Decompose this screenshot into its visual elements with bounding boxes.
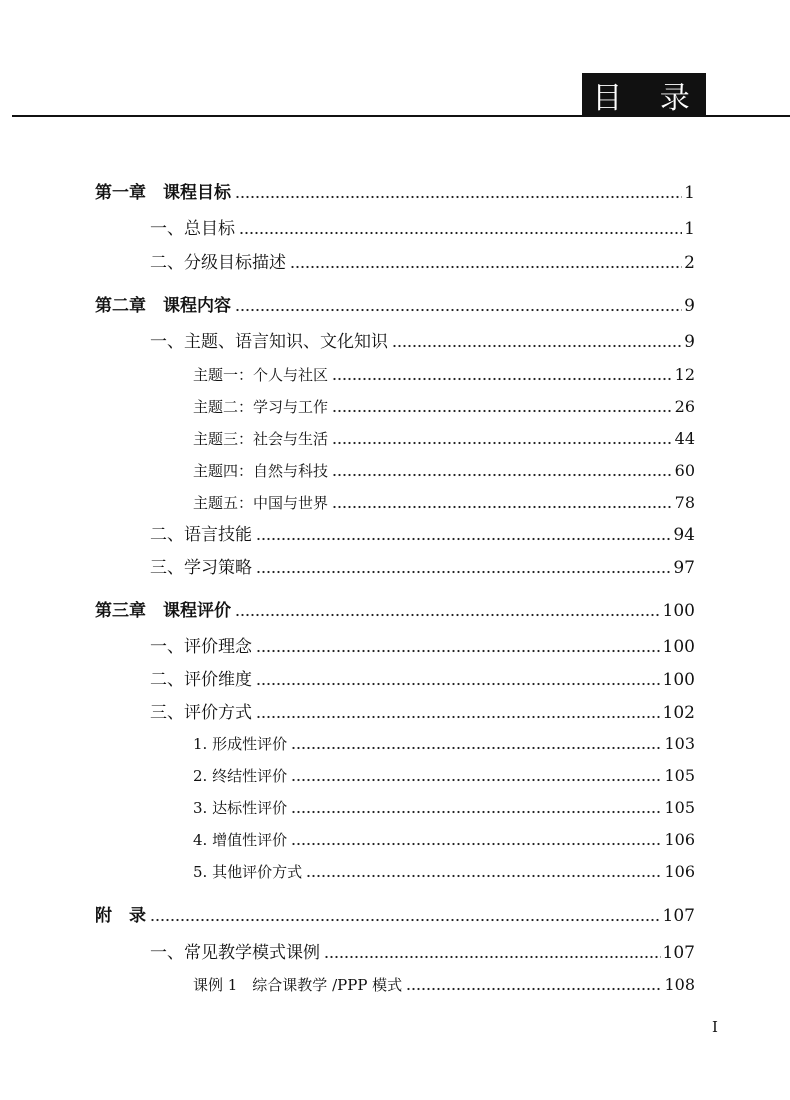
toc-entry-page: 105: [664, 766, 695, 785]
toc-entry-page: 102: [662, 703, 695, 723]
leader-dots: [290, 265, 682, 269]
leader-dots: [150, 918, 661, 922]
toc-entry[interactable]: [193, 972, 695, 998]
toc-entry-label: 主题一：个人与社区: [193, 366, 329, 384]
toc-entry[interactable]: [150, 700, 695, 726]
toc-entry[interactable]: [95, 903, 695, 929]
leader-dots: [332, 505, 673, 509]
leader-dots: [291, 842, 662, 846]
toc-entry-page: 106: [664, 862, 695, 881]
toc-entry-label: 二、分级目标描述: [150, 253, 286, 273]
leader-dots: [256, 570, 671, 574]
toc-entry[interactable]: [193, 490, 695, 516]
toc-entry-page: 1: [684, 219, 695, 239]
toc-entry-label: 一、常见教学模式课例: [150, 943, 320, 963]
toc-entry-label: 3. 达标性评价: [193, 799, 288, 817]
toc-entry[interactable]: [150, 634, 695, 660]
toc-entry-page: 97: [673, 558, 695, 578]
leader-dots: [332, 473, 673, 477]
leader-dots: [306, 874, 662, 878]
toc-entry-label: 1. 形成性评价: [193, 735, 288, 753]
toc-entry-page: 9: [684, 332, 695, 352]
toc-entry-page: 9: [684, 296, 695, 316]
toc-entry-page: 2: [684, 253, 695, 273]
leader-dots: [235, 613, 661, 617]
toc-entry-page: 44: [674, 429, 695, 448]
leader-dots: [332, 409, 673, 413]
toc-entry-page: 107: [662, 943, 695, 963]
toc-entry[interactable]: [193, 458, 695, 484]
toc-entry-label: 4. 增值性评价: [193, 831, 288, 849]
toc-entry[interactable]: [193, 827, 695, 853]
leader-dots: [256, 682, 661, 686]
toc-entry[interactable]: [193, 763, 695, 789]
toc-entry[interactable]: [150, 329, 695, 355]
toc-entry[interactable]: [193, 362, 695, 388]
toc-entry-label: 一、评价理念: [150, 637, 252, 657]
leader-dots: [235, 308, 682, 312]
toc-entry-page: 100: [662, 670, 695, 690]
leader-dots: [332, 377, 673, 381]
toc-entry-label: 三、评价方式: [150, 703, 252, 723]
toc-entry[interactable]: [193, 795, 695, 821]
leader-dots: [256, 537, 671, 541]
toc-entry-label: 附 录: [95, 906, 146, 926]
leader-dots: [239, 231, 682, 235]
toc-entry[interactable]: [150, 940, 695, 966]
toc-entry[interactable]: [95, 293, 695, 319]
toc-entry-label: 三、学习策略: [150, 558, 252, 578]
toc-entry-page: 105: [664, 798, 695, 817]
toc-entry-page: 100: [662, 637, 695, 657]
toc-entry-page: 60: [674, 461, 695, 480]
leader-dots: [406, 987, 662, 991]
toc-entry-page: 12: [674, 365, 695, 384]
toc-entry-page: 94: [673, 525, 695, 545]
toc-entry-label: 主题四：自然与科技: [193, 462, 329, 480]
toc-entry-label: 第一章 课程目标: [95, 183, 231, 203]
toc-entry-label: 第三章 课程评价: [95, 601, 231, 621]
toc-entry-label: 5. 其他评价方式: [193, 863, 303, 881]
leader-dots: [235, 195, 682, 199]
toc-entry[interactable]: [150, 555, 695, 581]
toc-entry-label: 主题三：社会与生活: [193, 430, 329, 448]
page-title: 目 录: [582, 73, 706, 116]
leader-dots: [256, 649, 661, 653]
toc-entry-page: 100: [662, 601, 695, 621]
leader-dots: [291, 746, 662, 750]
toc-entry-page: 78: [674, 493, 695, 512]
toc-entry-page: 107: [662, 906, 695, 926]
leader-dots: [256, 715, 661, 719]
leader-dots: [392, 344, 682, 348]
toc-entry-page: 106: [664, 830, 695, 849]
leader-dots: [332, 441, 673, 445]
toc-entry-label: 主题二：学习与工作: [193, 398, 329, 416]
toc-entry[interactable]: [150, 667, 695, 693]
leader-dots: [291, 778, 662, 782]
toc-entry[interactable]: [150, 522, 695, 548]
toc-entry-page: 26: [674, 397, 695, 416]
toc-entry-label: 二、语言技能: [150, 525, 252, 545]
toc-entry[interactable]: [95, 180, 695, 206]
toc-entry-page: 1: [684, 183, 695, 203]
toc-entry-label: 课例 1 综合课教学 /PPP 模式: [193, 976, 403, 994]
toc-entry[interactable]: [95, 598, 695, 624]
toc-entry-label: 主题五：中国与世界: [193, 494, 329, 512]
toc-entry[interactable]: [193, 731, 695, 757]
page-number: I: [712, 1018, 718, 1036]
leader-dots: [291, 810, 662, 814]
toc-entry[interactable]: [150, 216, 695, 242]
leader-dots: [324, 955, 661, 959]
toc-entry-label: 第二章 课程内容: [95, 296, 231, 316]
toc-entry[interactable]: [150, 250, 695, 276]
toc-entry[interactable]: [193, 859, 695, 885]
toc-entry-label: 二、评价维度: [150, 670, 252, 690]
toc-entry-page: 108: [664, 975, 695, 994]
toc-entry-label: 一、总目标: [150, 219, 235, 239]
toc-entry[interactable]: [193, 394, 695, 420]
toc-entry-page: 103: [664, 734, 695, 753]
toc-entry-label: 一、主题、语言知识、文化知识: [150, 332, 388, 352]
toc-entry[interactable]: [193, 426, 695, 452]
toc-entry-label: 2. 终结性评价: [193, 767, 288, 785]
